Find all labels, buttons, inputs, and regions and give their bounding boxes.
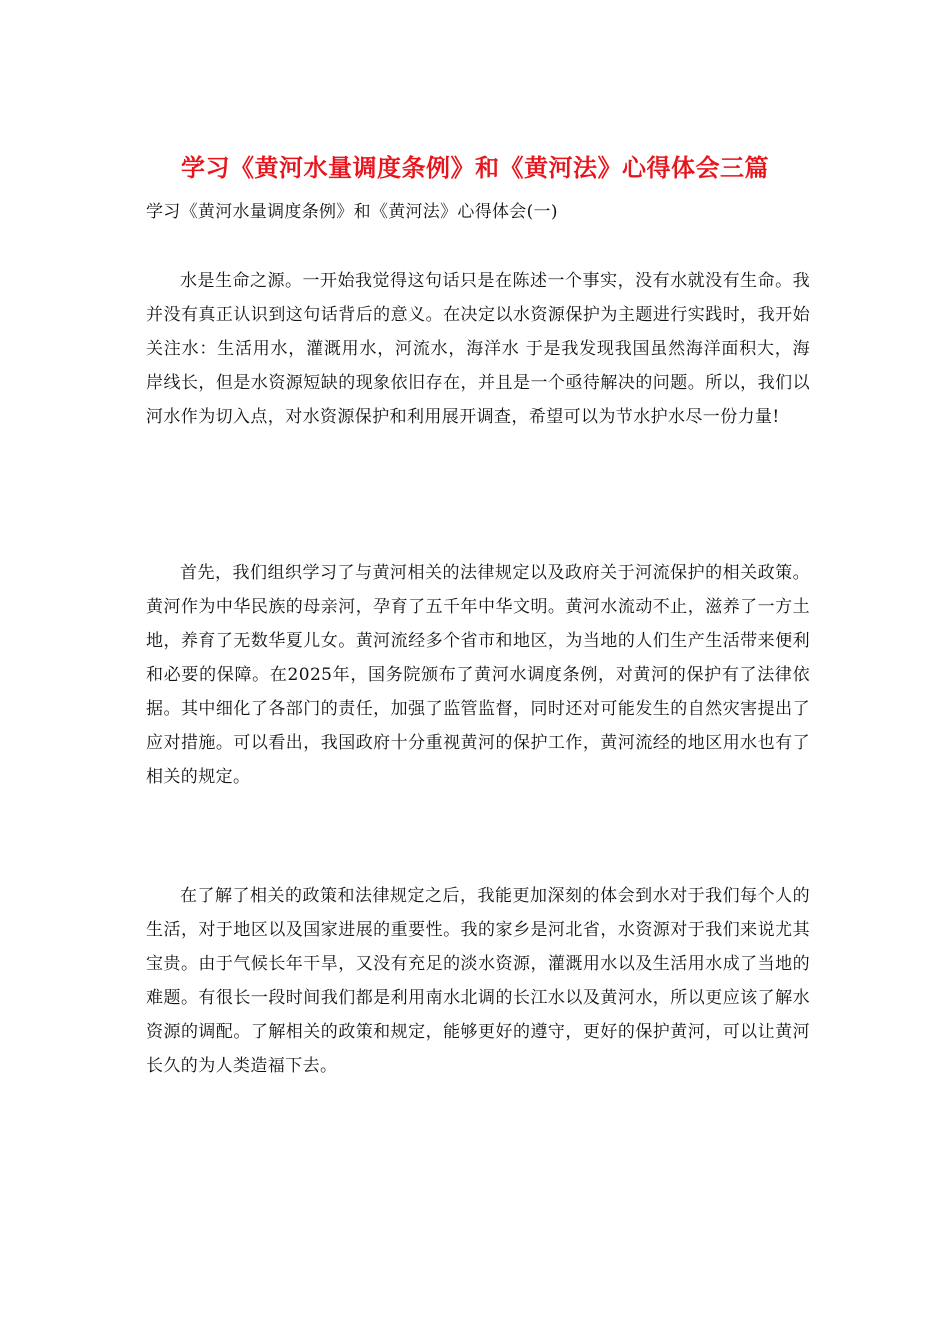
- document-title: 学习《黄河水量调度条例》和《黄河法》心得体会三篇: [181, 153, 769, 182]
- document-subtitle: 学习《黄河水量调度条例》和《黄河法》心得体会(一): [146, 202, 558, 222]
- paragraph-3: 在了解了相关的政策和法律规定之后，我能更加深刻的体会到水对于我们每个人的生活，对于地区以及国家进展的重要性。我的家乡是河北省，水资源对于我们来说尤其宝贵。由于气候长年干旱，又没有充足的淡水资源，灌溉用水以及生活用水成了当地的难题。有很长一段时间我们都是利用南水北调的长江水以及黄河水，所以更应该了解水资源的调配。了解相关的政策和规定，能够更好的遵守，更好的保护黄河，可以让黄河长久的为人类造福下去。: [146, 886, 810, 1076]
- paragraph-2: 首先，我们组织学习了与黄河相关的法律规定以及政府关于河流保护的相关政策。黄河作为中华民族的母亲河，孕育了五千年中华文明。黄河水流动不止，滋养了一方土地，养育了无数华夏儿女。黄河流经多个省市和地区，为当地的人们生产生活带来便利和必要的保障。在2025年，国务院颁布了黄河水调度条例，对黄河的保护有了法律依据。其中细化了各部门的责任，加强了监管监督，同时还对可能发生的自然灾害提出了应对措施。可以看出，我国政府十分重视黄河的保护工作，黄河流经的地区用水也有了相关的规定。: [146, 563, 810, 787]
- paragraph-1: 水是生命之源。一开始我觉得这句话只是在陈述一个事实，没有水就没有生命。我并没有真正认识到这句话背后的意义。在决定以水资源保护为主题进行实践时，我开始关注水：生活用水，灌溉用水，河流水，海洋水 于是我发现我国虽然海洋面积大，海岸线长，但是水资源短缺的现象依旧存在，并且是一个亟待解决的问题。所以，我们以河水作为切入点，对水资源保护和利用展开调查，希望可以为节水护水尽一份力量!: [146, 271, 810, 427]
